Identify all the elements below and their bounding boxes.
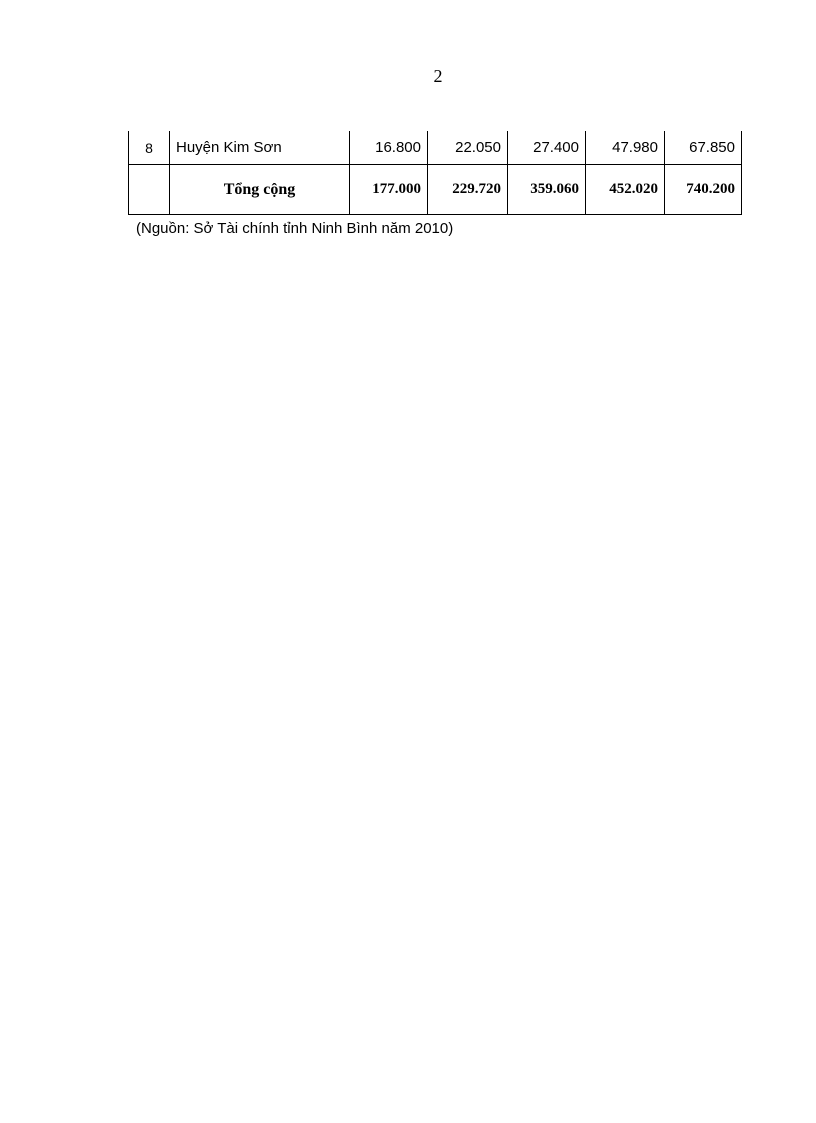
total-value-cell: 229.720: [428, 165, 508, 215]
district-name-cell: Huyện Kim Sơn: [170, 131, 350, 165]
value-cell: 16.800: [350, 131, 428, 165]
value-cell: 47.980: [586, 131, 665, 165]
source-note: (Nguồn: Sở Tài chính tỉnh Ninh Bình năm 2010): [136, 220, 454, 237]
page-number: 2: [433, 66, 443, 86]
total-value-cell: 740.200: [665, 165, 742, 215]
value-cell: 27.400: [508, 131, 586, 165]
total-value-cell: 452.020: [586, 165, 665, 215]
table-row-total: [129, 165, 742, 215]
data-table: [128, 131, 742, 215]
total-value-cell: 177.000: [350, 165, 428, 215]
row-number-cell: 8: [129, 131, 170, 165]
table-row-kim-son: [129, 131, 742, 165]
total-value-cell: 359.060: [508, 165, 586, 215]
value-cell: 67.850: [665, 131, 742, 165]
row-number-cell: [129, 165, 170, 215]
value-cell: 22.050: [428, 131, 508, 165]
total-label-cell: Tổng cộng: [170, 165, 350, 215]
